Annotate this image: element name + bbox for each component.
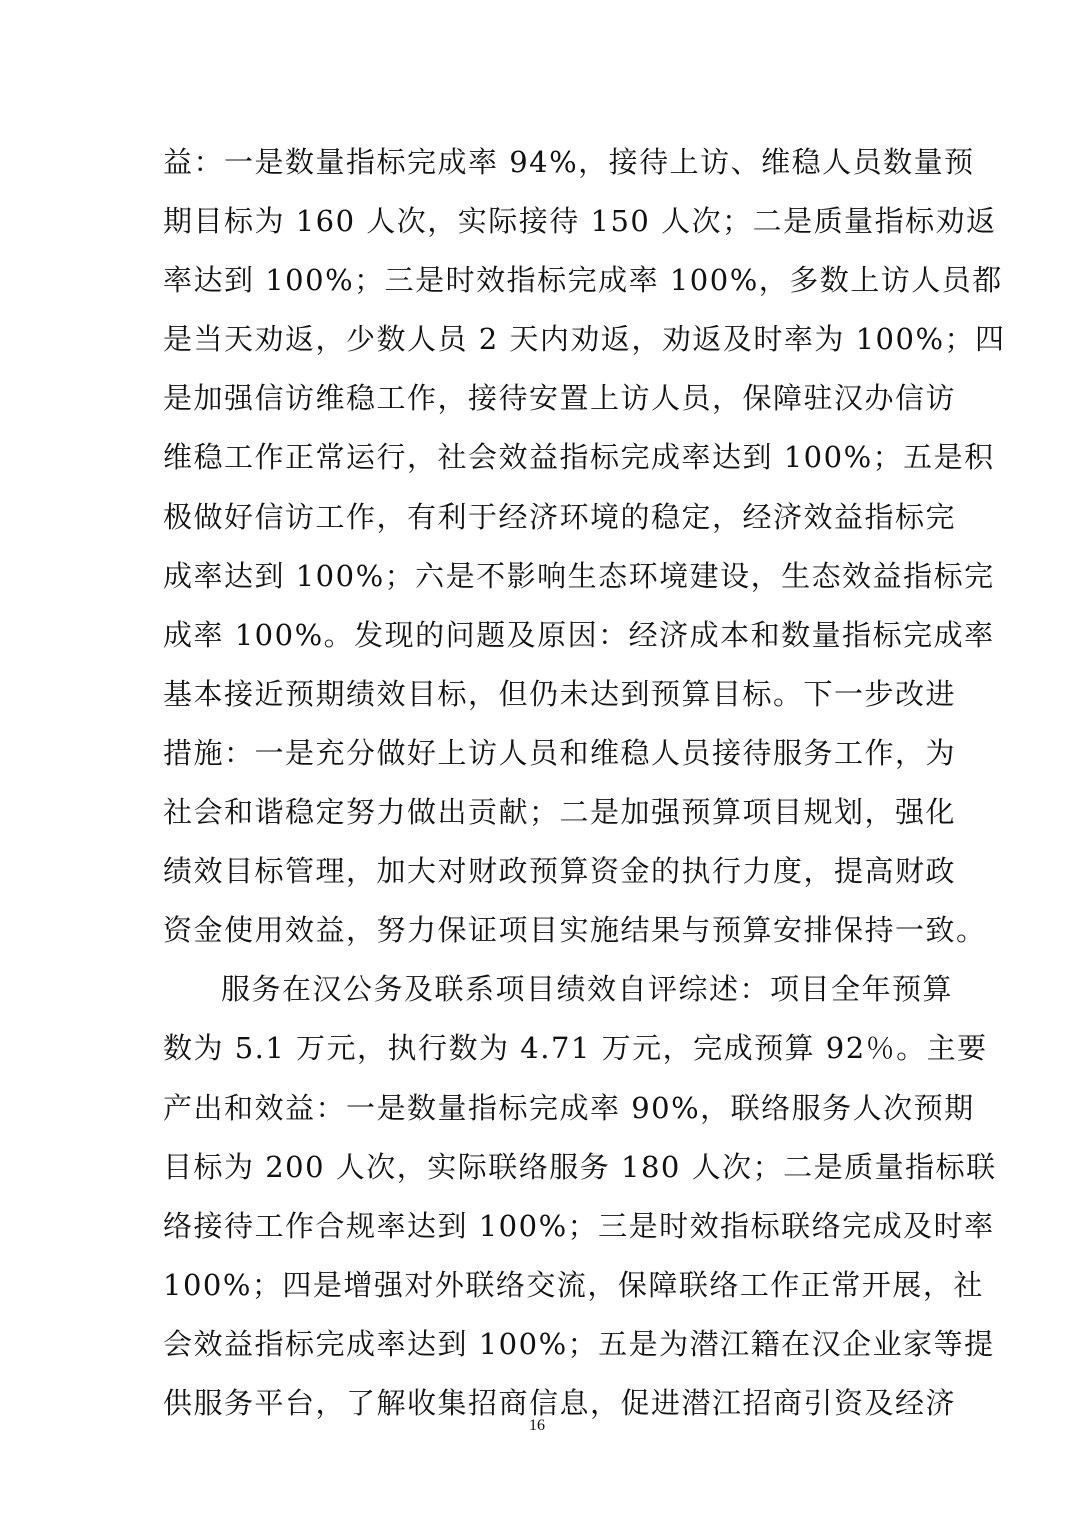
text-line: 供服务平台，了解收集招商信息，促进潜江招商引资及经济 <box>163 1385 957 1420</box>
text-line: 产出和效益：一是数量指标完成率 90%，联络服务人次预期 <box>163 1090 975 1125</box>
text-line: 益：一是数量指标完成率 94%，接待上访、维稳人员数量预 <box>163 145 975 179</box>
text-line: 极做好信访工作，有利于经济环境的稳定，经济效益指标完 <box>163 499 957 534</box>
text-line: 成率达到 100%；六是不影响生态环境建设，生态效益指标完 <box>163 558 995 593</box>
text-line: 维稳工作正常运行，社会效益指标完成率达到 100%；五是积 <box>163 440 995 475</box>
text-line: 数为 5.1 万元，执行数为 4.71 万元，完成预算 92％。主要 <box>163 1031 988 1066</box>
text-line: 资金使用效益，努力保证项目实施结果与预算安排保持一致。 <box>163 913 987 948</box>
text-line: 络接待工作合规率达到 100%；三是时效指标联络完成及时率 <box>163 1208 995 1243</box>
text-line: 成率 100%。发现的问题及原因：经济成本和数量指标完成率 <box>163 617 995 652</box>
text-line: 100%；四是增强对外联络交流，保障联络工作正常开展，社 <box>163 1267 984 1302</box>
text-line: 目标为 200 人次，实际联络服务 180 人次；二是质量指标联 <box>163 1149 997 1184</box>
text-line: 期目标为 160 人次，实际接待 150 人次；二是质量指标劝返 <box>163 204 997 239</box>
text-line: 率达到 100%；三是时效指标完成率 100%，多数上访人员都 <box>163 263 1003 298</box>
text-line: 是当天劝返，少数人员 2 天内劝返，劝返及时率为 100%；四 <box>163 322 1006 357</box>
body-text <box>163 133 1006 1433</box>
text-line: 会效益指标完成率达到 100%；五是为潜江籍在汉企业家等提 <box>163 1326 995 1361</box>
text-line: 基本接近预期绩效目标，但仍未达到预算目标。下一步改进 <box>163 676 957 711</box>
paragraph-start-line: 服务在汉公务及联系项目绩效自评综述：项目全年预算 <box>221 972 954 1007</box>
text-line: 绩效目标管理，加大对财政预算资金的执行力度，提高财政 <box>163 854 957 889</box>
text-line: 是加强信访维稳工作，接待安置上访人员，保障驻汉办信访 <box>163 381 957 416</box>
text-line: 社会和谐稳定努力做出贡献；二是加强预算项目规划，强化 <box>163 795 957 830</box>
page-number: 16 <box>529 1417 545 1434</box>
text-line: 措施：一是充分做好上访人员和维稳人员接待服务工作，为 <box>163 735 957 770</box>
